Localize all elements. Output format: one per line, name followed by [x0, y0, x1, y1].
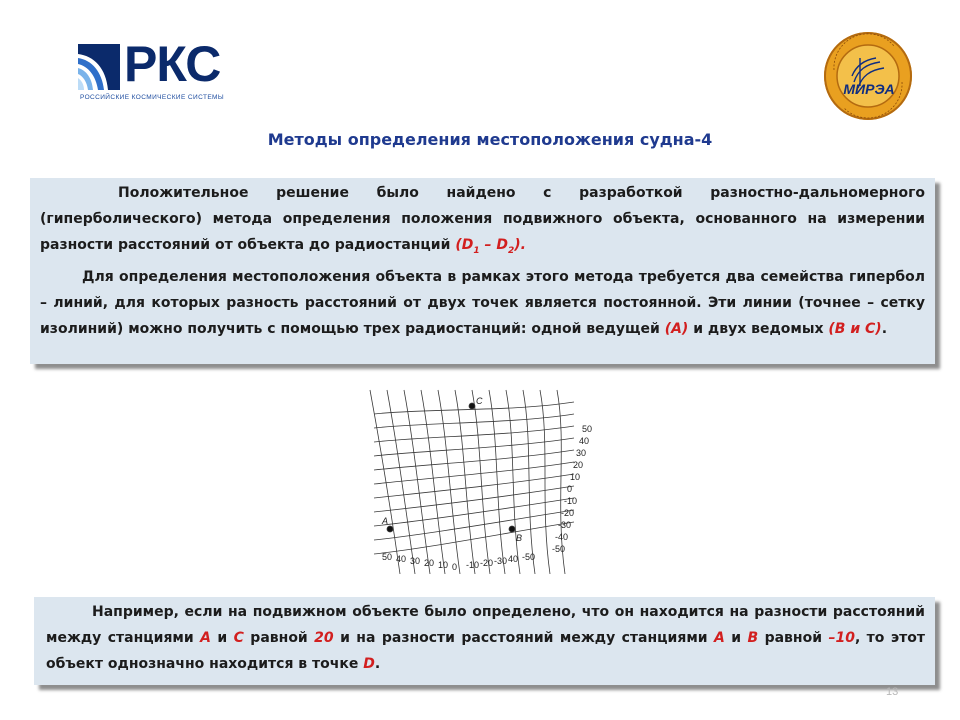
bottom-scale-label: 20	[424, 558, 435, 568]
right-scale-label: 10	[570, 472, 581, 482]
rks-brand-name: РКС	[124, 36, 221, 92]
paragraph-hyperbola-families	[40, 264, 925, 342]
hyperbolic-grid-diagram	[360, 384, 610, 584]
example-text-3: равной	[243, 630, 315, 646]
grid-curve-ab	[374, 438, 574, 456]
right-scale-label: -10	[564, 496, 578, 506]
station-a-ref-2: А	[714, 630, 725, 646]
hyperbola-text: Для определения местоположения объекта в рамках этого метода требуется два семейства гипербол – линий, для которых разность расстояний от двух точек является постоянной. Эти линии (точнее – сетку изолиний) можно получить с помощью трех радиостанций: одной ведущей	[40, 268, 925, 337]
end-text: .	[881, 320, 888, 337]
example-text-5: и	[724, 630, 748, 646]
right-scale-label: -20	[561, 508, 575, 518]
grid-curve-ab	[374, 462, 574, 484]
right-scale-label: 30	[576, 448, 587, 458]
paragraph-example	[46, 599, 925, 677]
value-minus-10: –10	[828, 630, 855, 646]
right-scale-label: 0	[567, 484, 573, 494]
joiner-text: и двух ведомых	[688, 320, 829, 337]
bottom-scale-label: 10	[438, 560, 449, 570]
rks-brand-subtitle: РОССИЙСКИЕ КОСМИЧЕСКИЕ СИСТЕМЫ	[80, 94, 225, 101]
rks-logo	[78, 36, 253, 104]
bottom-scale-label: -30	[494, 556, 508, 566]
intro-text: Положительное решение было найдено с разработкой разностно-дальномерного (гиперболического) метода определения положения подвижного объекта, основанного на измерении разности расстояний от объекта до радиостанций	[40, 185, 925, 253]
right-scale-label: -50	[552, 544, 566, 554]
grid-curve-ac	[421, 390, 445, 574]
grid-curve-ac	[523, 390, 535, 574]
bottom-scale-label: 40	[396, 554, 407, 564]
distance-difference-formula: $(D_1 - D_2)$.	[455, 237, 526, 256]
value-20: 20	[314, 630, 334, 646]
paragraph-method-intro	[40, 180, 925, 264]
grid-curve-ab	[374, 522, 574, 554]
example-text-2: и	[210, 630, 234, 646]
station-c-ref: С	[233, 630, 244, 646]
grid-curve-ab	[374, 498, 574, 526]
slide-title: Методы определения местоположения судна-4	[267, 130, 713, 149]
example-text-7: , то этот объект однозначно находится в точке	[46, 630, 925, 672]
example-text-1: Например, если на подвижном объекте было определено, что он находится на разности расстояний между станциями	[46, 604, 925, 646]
master-station-label: (A)	[664, 320, 689, 337]
bottom-scale-label: -20	[480, 558, 494, 568]
rks-emblem-icon	[78, 44, 120, 90]
method-description-box	[30, 178, 935, 364]
grid-curve-ac	[472, 390, 490, 574]
bottom-scale-label: -10	[466, 560, 480, 570]
station-b-ref: В	[747, 630, 759, 646]
grid-curve-ac	[455, 390, 475, 574]
mirea-logo-text: МИРЭА	[843, 81, 895, 97]
station-dot	[469, 403, 475, 409]
grid-curve-ab	[374, 510, 574, 540]
example-box	[34, 597, 935, 685]
station-dot	[387, 526, 393, 532]
mirea-logo	[822, 30, 914, 122]
station-a-ref: А	[200, 630, 211, 646]
station-label: C	[476, 396, 483, 406]
station-label: A	[382, 516, 389, 526]
station-dot	[509, 526, 515, 532]
example-text-6: равной	[758, 630, 829, 646]
slave-stations-label: (B и C)	[828, 320, 882, 337]
point-d-ref: D	[363, 656, 375, 672]
bottom-scale-label: 30	[410, 556, 421, 566]
right-scale-label: 50	[582, 424, 593, 434]
mirea-emblem-icon	[822, 30, 914, 122]
bottom-scale-label: 0	[452, 562, 458, 572]
bottom-scale-label: 40	[508, 554, 519, 564]
right-scale-label: -30	[558, 520, 572, 530]
right-scale-label: 40	[579, 436, 590, 446]
bottom-scale-label: -50	[522, 552, 536, 562]
bottom-scale-label: 50	[382, 552, 393, 562]
right-scale-label: 20	[573, 460, 584, 470]
example-text-4: и на разности расстояний между станциями	[333, 630, 714, 646]
grid-curve-ac	[489, 390, 508, 574]
example-text-8: .	[374, 656, 381, 672]
grid-lines	[370, 390, 574, 574]
page-number: 13	[886, 686, 899, 698]
right-scale-label: -40	[555, 532, 569, 542]
station-label: B	[516, 533, 523, 543]
